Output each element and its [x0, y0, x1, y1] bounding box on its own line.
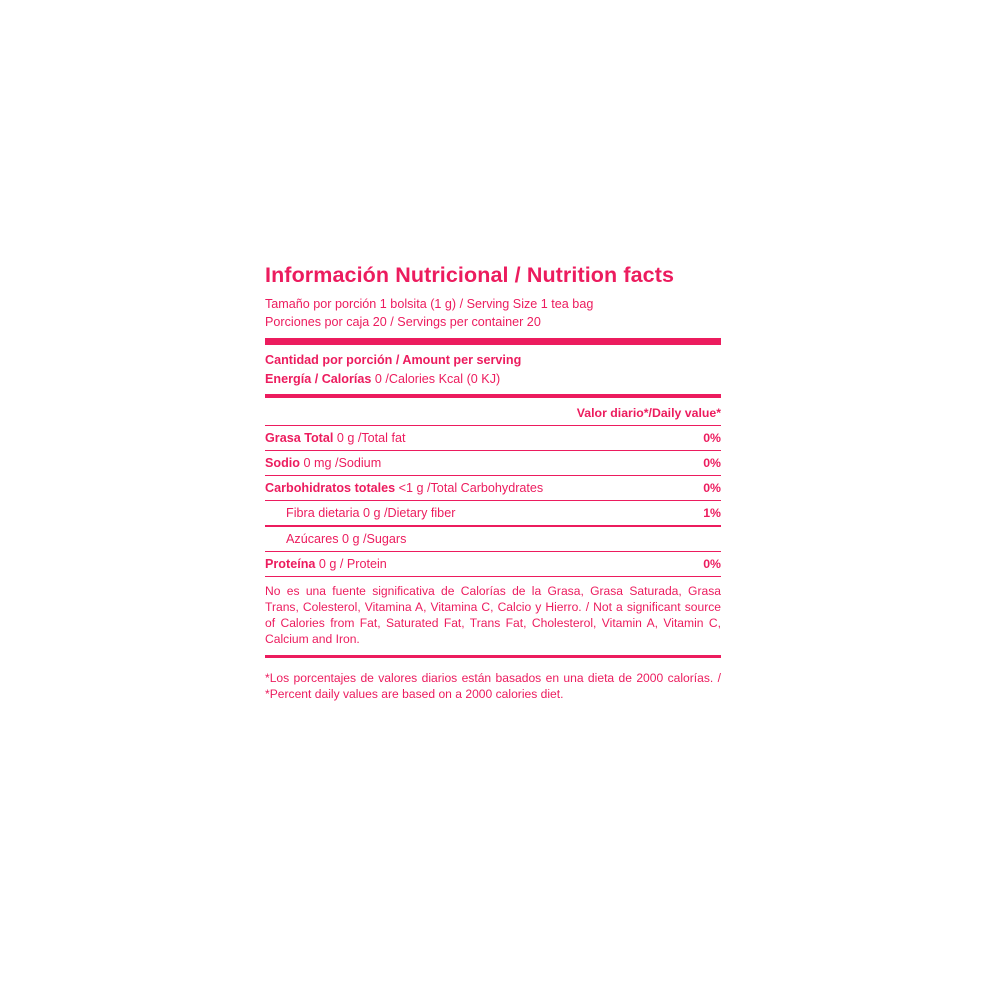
table-row [265, 552, 721, 576]
nutrient-label [265, 456, 381, 470]
divider-medium [265, 394, 721, 398]
footnote-daily-values: *Los porcentajes de valores diarios están basados en una dieta de 2000 calorías. / *Percent daily values are based on a 2000 calories diet. [265, 671, 721, 702]
calories-line [265, 370, 721, 389]
servings-per-container-text: Porciones por caja 20 / Servings per container 20 [265, 315, 541, 330]
serving-size-text: Tamaño por porción 1 bolsita (1 g) / Serving Size 1 tea bag [265, 296, 594, 311]
divider-thick-top [265, 338, 721, 345]
table-row [265, 527, 721, 551]
footnote-not-significant-source: No es una fuente significativa de Calorías de la Grasa, Grasa Saturada, Grasa Trans, Colesterol, Vitamina A, Vitamina C, Calcio y Hierro. / Not a significant source of Calories from Fat, Saturated Fat, Trans Fat, Cholesterol, Vitamin A, Vitamin C, Calcium and Iron. [265, 583, 721, 646]
nutrient-percent: 0% [703, 456, 721, 471]
daily-value-header: Valor diario*/Daily value* [576, 405, 721, 420]
nutrient-name: Proteína [265, 556, 316, 571]
nutrient-percent: 0% [703, 430, 721, 445]
nutrient-value: Fibra dietaria 0 g /Dietary fiber [286, 506, 456, 521]
nutrition-facts-panel [265, 262, 721, 705]
divider-medium-bottom [265, 655, 721, 659]
table-row [265, 476, 721, 500]
calories-value: 0 [374, 372, 382, 387]
amount-per-serving-block [265, 351, 721, 389]
nutrient-name: Carbohidratos totales [265, 481, 396, 496]
nutrient-label [265, 431, 405, 445]
page-title: Información Nutricional / Nutrition facts [265, 263, 675, 287]
table-row [265, 426, 721, 450]
nutrient-value: 0 g /Total fat [336, 430, 406, 445]
nutrient-value: <1 g /Total Carbohydrates [398, 481, 544, 496]
nutrient-value: 0 mg /Sodium [303, 456, 382, 471]
nutrient-name: Grasa Total [265, 430, 334, 445]
nutrient-percent: 1% [703, 506, 721, 521]
nutrient-label [265, 557, 387, 571]
amount-per-serving-label: Cantidad por porción / Amount per serving [265, 353, 522, 368]
nutrient-percent: 0% [703, 556, 721, 571]
nutrient-label [265, 481, 543, 495]
table-row [265, 451, 721, 475]
table-row [265, 501, 721, 525]
calories-label: Energía / Calorías [265, 372, 372, 387]
nutrient-value: Azúcares 0 g /Sugars [286, 531, 407, 546]
nutrient-value: 0 g / Protein [318, 556, 387, 571]
calories-suffix: /Calories Kcal (0 KJ) [385, 372, 501, 387]
nutrient-name: Sodio [265, 456, 300, 471]
nutrient-label [265, 532, 406, 546]
nutrient-percent: 0% [703, 481, 721, 496]
nutrient-label [265, 506, 455, 520]
